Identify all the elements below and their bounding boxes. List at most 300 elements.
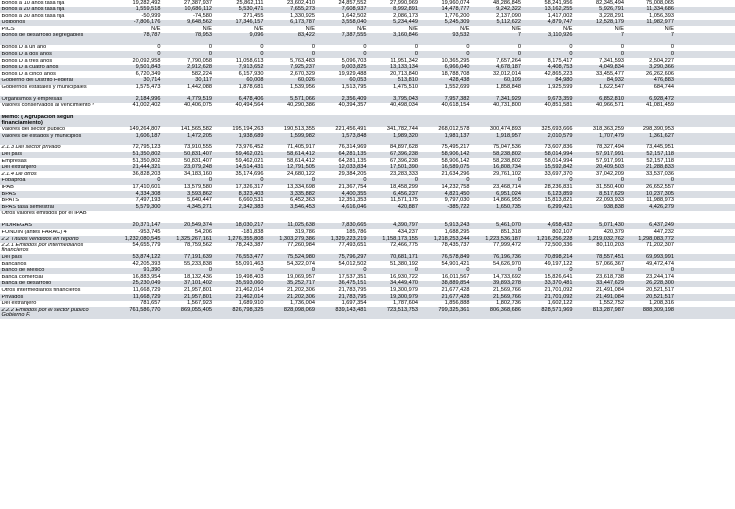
value-cell: 428,438 <box>449 77 470 84</box>
value-cell: 8,175,417 <box>547 57 573 64</box>
value-cell: 54,012,502 <box>338 260 367 267</box>
table-row-fobaproa <box>0 178 735 185</box>
value-cell: 7 <box>517 32 521 39</box>
value-cell: 0 <box>414 177 418 184</box>
table-row-udibonos <box>0 20 735 27</box>
value-cell: 6,966,040 <box>444 64 470 71</box>
value-cell: 221,456,491 <box>335 126 367 132</box>
value-cell: 32,012,014 <box>493 70 521 77</box>
value-cell: -7,806,176 <box>133 19 161 26</box>
table-row-del-extranjero <box>0 165 735 172</box>
value-cell: 20,521,517 <box>646 286 674 293</box>
value-cell: 3,558,040 <box>341 19 367 26</box>
value-cell: N/E <box>305 25 315 32</box>
value-cell: 57,066,367 <box>596 260 624 267</box>
value-cell: 84,980 <box>555 77 573 84</box>
value-cell: 6,660,531 <box>238 197 264 204</box>
value-cell: 35,174,696 <box>235 170 264 177</box>
value-cell: 1,298,083,772 <box>638 235 674 242</box>
value-cell: 75,008,065 <box>646 0 674 6</box>
table-row-ipab <box>0 185 735 192</box>
table-row-gobierno-del-distrito-federal <box>0 78 735 85</box>
value-cell: 4,408,753 <box>547 64 573 71</box>
value-cell: 55,091,463 <box>235 260 264 267</box>
value-cell: 1,442,088 <box>187 83 212 90</box>
value-cell: 19,300,979 <box>390 293 418 300</box>
row-label: Valores de estados y municipios <box>1 133 82 139</box>
value-cell: 84,932 <box>606 77 624 84</box>
value-cell: 18,458,299 <box>390 184 418 191</box>
value-cell: N/E <box>460 25 470 32</box>
value-cell: 1,552,699 <box>444 83 470 90</box>
row-label: 2.1.3 Del sector privado <box>1 145 61 151</box>
value-cell: 582,224 <box>191 70 212 77</box>
value-cell: 4,390,797 <box>393 222 418 229</box>
value-cell: 1,689,910 <box>238 300 264 307</box>
value-cell: 57,917,991 <box>596 151 624 158</box>
value-cell: 420,887 <box>397 203 418 210</box>
value-cell: 75,047,536 <box>493 144 521 151</box>
value-cell: 0 <box>208 177 212 184</box>
value-cell: 22,093,933 <box>596 197 624 204</box>
value-cell: 23,468,714 <box>493 184 521 191</box>
value-cell: 21,783,795 <box>338 286 367 293</box>
value-cell: 8,517,629 <box>599 190 624 197</box>
value-cell: 4,779,519 <box>187 95 212 102</box>
value-cell: 723,513,753 <box>386 306 418 313</box>
value-cell: 1,736,004 <box>290 300 315 307</box>
value-cell: 0 <box>670 44 674 51</box>
value-cell: 50,831,407 <box>184 151 212 158</box>
value-cell: 27,387,937 <box>184 0 212 6</box>
value-cell: 3,795,043 <box>393 95 418 102</box>
value-cell: 869,055,405 <box>180 306 212 313</box>
value-cell: 1,513,795 <box>341 83 367 90</box>
value-cell: 36,475,151 <box>338 280 367 287</box>
table-row-memo-agrupacion-segun-financiamiento <box>0 115 735 127</box>
row-label: Udibonos <box>1 20 26 26</box>
value-cell: 325,693,666 <box>541 126 573 132</box>
value-cell: 75,524,980 <box>287 253 315 260</box>
value-cell: 20,521,517 <box>646 293 674 300</box>
value-cell: 40,851,581 <box>544 102 573 109</box>
value-cell: 4,821,450 <box>444 190 470 197</box>
value-cell: 15,813,821 <box>544 197 573 204</box>
value-cell: 799,325,361 <box>438 306 470 313</box>
value-cell: 16,589,075 <box>441 164 470 171</box>
value-cell: 4,678,187 <box>496 64 521 71</box>
value-cell: 1,642,502 <box>341 12 367 19</box>
value-cell: 1,218,253,244 <box>433 235 470 242</box>
value-cell: 11,668,729 <box>132 293 161 300</box>
value-cell: 18,030,217 <box>235 222 264 229</box>
value-cell: 806,368,686 <box>489 306 521 313</box>
table-row-banco-de-mexico <box>0 268 735 275</box>
row-label: Gobiernos estatales y municipales <box>1 84 87 90</box>
value-cell: 0 <box>466 177 470 184</box>
value-cell: 76,578,849 <box>441 253 470 260</box>
value-cell: 14,866,955 <box>493 197 521 204</box>
value-cell: 29,761,102 <box>493 170 521 177</box>
value-cell: 5,640,447 <box>187 197 212 204</box>
value-cell: N/E <box>664 25 674 32</box>
value-cell: 34,449,470 <box>390 280 418 287</box>
value-cell: 434,237 <box>397 228 418 235</box>
value-cell: 19,300,979 <box>390 286 418 293</box>
value-cell: 7,925,237 <box>290 64 315 71</box>
value-cell: 16,808,734 <box>493 164 521 171</box>
value-cell: 82,345,494 <box>596 0 624 6</box>
value-cell: 3,290,366 <box>649 64 674 71</box>
value-cell: 76,196,736 <box>493 253 521 260</box>
value-cell: 6,852,810 <box>599 95 624 102</box>
table-row-bpas <box>0 191 735 198</box>
value-cell: 190,513,355 <box>283 126 315 132</box>
value-cell: 839,143,481 <box>335 306 367 313</box>
value-cell: 0 <box>569 50 573 57</box>
value-cell: 54,626,970 <box>493 260 521 267</box>
value-cell: 1,925,599 <box>547 83 573 90</box>
value-cell: N/E <box>563 25 573 32</box>
value-cell: 1,158,173,155 <box>382 235 418 242</box>
value-cell: 1,330,925 <box>290 12 315 19</box>
value-cell: 4,334,308 <box>135 190 161 197</box>
value-cell: 80,110,203 <box>596 242 624 249</box>
value-cell: 7,913,652 <box>238 64 264 71</box>
table-row-privados <box>0 294 735 301</box>
row-label: Del extranjero <box>1 301 37 307</box>
value-cell: 71,202,307 <box>646 242 674 249</box>
value-cell: 7,341,929 <box>496 95 521 102</box>
row-label: Otros valores emitidos por el IPAB <box>1 211 87 217</box>
value-cell: 813,287,987 <box>592 306 624 313</box>
value-cell: 14,478,777 <box>441 6 470 13</box>
value-cell: 70,681,171 <box>390 253 418 260</box>
value-cell: 1,599,982 <box>290 132 315 139</box>
value-cell: 78,327,494 <box>596 144 624 151</box>
value-cell: -181,838 <box>241 228 264 235</box>
row-label: Del país <box>1 254 23 260</box>
value-cell: 58,014,994 <box>544 157 573 164</box>
table-row-banca-comercial <box>0 274 735 281</box>
row-label: BPAS <box>1 191 17 197</box>
value-cell: 19,069,957 <box>287 273 315 280</box>
value-cell: 33,697,370 <box>544 170 573 177</box>
value-cell: 0 <box>208 267 212 274</box>
value-cell: 39,893,278 <box>493 280 521 287</box>
value-cell: 16,930,722 <box>390 273 418 280</box>
value-cell: N/E <box>614 25 624 32</box>
value-cell: 12,528,179 <box>596 19 624 26</box>
value-cell: 0 <box>569 44 573 51</box>
table-row-2-2-1-emitidos-por-intermediarios-financieros <box>0 243 735 255</box>
value-cell: 2,912,628 <box>187 64 212 71</box>
value-cell: 684,744 <box>653 83 674 90</box>
value-cell: 77,493,651 <box>338 242 367 249</box>
value-cell: 6,437,249 <box>649 222 674 229</box>
value-cell: 341,782,744 <box>386 126 418 132</box>
value-cell: 54,322,074 <box>287 260 315 267</box>
value-cell: 1,697,354 <box>341 300 367 307</box>
value-cell: 0 <box>670 177 674 184</box>
row-label: Organismos y empresas <box>1 96 63 102</box>
value-cell: 58,614,412 <box>287 151 315 158</box>
value-cell: 7,957,382 <box>444 95 470 102</box>
value-cell: 76,314,969 <box>338 144 367 151</box>
table-row-del-pais <box>0 254 735 261</box>
value-cell: 30,117 <box>195 77 212 84</box>
row-label: 2.2.1 Emitidos por intermediarios financieros <box>1 243 84 254</box>
table-row-2-1-3-del-sector-privado <box>0 145 735 152</box>
value-cell: 51,350,802 <box>132 151 161 158</box>
row-label: Memo: ( Agrupación según financiamiento) <box>1 115 74 126</box>
value-cell: 35,593,060 <box>235 280 264 287</box>
value-cell: 0 <box>414 50 418 57</box>
row-label: Bonos D a un año <box>1 45 47 51</box>
value-cell: 1,056,393 <box>649 12 674 19</box>
value-cell: 0 <box>260 267 264 274</box>
table-row-bonos-d-a-cuatro-anos <box>0 65 735 72</box>
table-row-otros-valores-emitidos-por-el-ipab <box>0 211 735 223</box>
value-cell: 20,713,840 <box>390 70 418 77</box>
row-label: BPATS <box>1 198 20 204</box>
value-cell: 23,079,248 <box>184 164 212 171</box>
row-label: Banca de desarrollo <box>1 281 52 287</box>
value-cell: 64,281,135 <box>338 151 367 158</box>
value-cell: 7,341,593 <box>599 57 624 64</box>
value-cell: 23,602,410 <box>287 0 315 6</box>
value-cell: 7,790,058 <box>187 57 212 64</box>
value-cell: 0 <box>260 177 264 184</box>
row-label: Bonos a 10 años tasa fija <box>1 0 65 6</box>
value-cell: 84,897,628 <box>390 144 418 151</box>
value-cell: 16,011,567 <box>441 273 470 280</box>
value-cell: 40,618,154 <box>441 102 470 109</box>
row-label: FONDIN (antes FARAC) 4 <box>1 229 67 235</box>
value-cell: 50,831,407 <box>184 157 212 164</box>
value-cell: 7,387,555 <box>341 32 367 39</box>
value-cell: 268,012,578 <box>438 126 470 132</box>
value-cell: -385,722 <box>447 203 470 210</box>
value-cell: 33,537,036 <box>646 170 674 177</box>
value-cell: 77,999,472 <box>493 242 521 249</box>
value-cell: 0 <box>363 267 367 274</box>
value-cell: 761,586,770 <box>129 306 161 313</box>
value-cell: 0 <box>466 50 470 57</box>
value-cell: 4,400,355 <box>341 190 367 197</box>
value-cell: 7,655,273 <box>290 6 315 13</box>
value-cell: 0 <box>620 50 624 57</box>
value-cell: 25,230,049 <box>132 280 161 287</box>
value-cell: 57,917,991 <box>596 157 624 164</box>
value-cell: 51,380,192 <box>390 260 418 267</box>
value-cell: 11,951,342 <box>390 57 418 64</box>
value-cell: 6,951,024 <box>496 190 521 197</box>
value-cell: 19,498,403 <box>235 273 264 280</box>
value-cell: 15,826,641 <box>544 273 573 280</box>
value-cell: 5,461,070 <box>496 222 521 229</box>
value-cell: 0 <box>517 267 521 274</box>
table-row-pidiregas <box>0 223 735 230</box>
value-cell: 12,791,505 <box>287 164 315 171</box>
value-cell: 3,228,291 <box>599 12 624 19</box>
value-cell: 11,058,613 <box>235 57 264 64</box>
row-label: IPAB <box>1 185 14 191</box>
row-label: 2.2.2 Emitidos por el sector público Gobierno F. <box>1 307 89 319</box>
row-label: Bancarios <box>1 261 27 267</box>
value-cell: 5,234,449 <box>393 19 418 26</box>
table-row-organismos-y-empresas <box>0 96 735 103</box>
value-cell: 0 <box>157 177 161 184</box>
value-cell: 1,303,279,386 <box>279 235 315 242</box>
value-cell: 13,579,580 <box>184 184 212 191</box>
value-cell: 20,092,958 <box>132 57 161 64</box>
value-cell: 1,802,736 <box>496 300 521 307</box>
value-cell: 18,788,708 <box>441 70 470 77</box>
value-cell: 53,874,122 <box>132 253 161 260</box>
value-cell: 21,491,084 <box>596 286 624 293</box>
row-label: Bonos a 30 años tasa fija <box>1 13 65 19</box>
value-cell: 1,573,848 <box>341 132 367 139</box>
table-row-banca-de-desarrollo <box>0 281 735 288</box>
value-cell: N/E <box>511 25 521 32</box>
row-label: Fobaproa <box>1 178 26 184</box>
value-cell: 40,394,357 <box>338 102 367 109</box>
value-cell: 26,262,606 <box>646 70 674 77</box>
table-row-bonos-d-a-un-ano <box>0 45 735 52</box>
value-cell: 1,232,080,545 <box>124 235 161 242</box>
table-row-bonos-a-10-anos-tasa-fija <box>0 0 735 7</box>
value-cell: 77,191,639 <box>184 253 212 260</box>
value-cell: 4,049,834 <box>599 64 624 71</box>
value-cell: 23,244,174 <box>646 273 674 280</box>
value-cell: 0 <box>620 267 624 274</box>
value-cell: 2,086,173 <box>393 12 418 19</box>
value-cell: 7,608,937 <box>341 6 367 13</box>
value-cell: 52,157,118 <box>646 157 674 164</box>
value-cell: 23,618,738 <box>596 273 624 280</box>
value-cell: 6,720,349 <box>135 70 161 77</box>
value-cell: 30,714 <box>143 77 161 84</box>
table-row-bonos-d-a-tres-anos <box>0 58 735 65</box>
value-cell: 11,982,977 <box>646 19 674 26</box>
value-cell: 41,002,402 <box>132 102 161 109</box>
value-cell: 0 <box>670 267 674 274</box>
value-cell: 26,652,557 <box>646 184 674 191</box>
value-cell: 6,928,472 <box>649 95 674 102</box>
value-cell: 58,614,412 <box>287 157 315 164</box>
value-cell: 8,992,891 <box>393 6 418 13</box>
value-cell: 195,194,263 <box>232 126 264 132</box>
table-row-otros-intermediarios-financieros <box>0 287 735 294</box>
value-cell: 15,592,842 <box>544 164 573 171</box>
table-row-valores-del-sector-publico <box>0 127 735 134</box>
value-cell: 49,197,122 <box>544 260 573 267</box>
value-cell: 37,101,402 <box>184 280 212 287</box>
row-label: Banco de México <box>1 268 45 274</box>
value-cell: 58,906,142 <box>441 157 470 164</box>
value-cell: 0 <box>517 177 521 184</box>
value-cell: 10,237,305 <box>646 190 674 197</box>
value-cell: 1,567,923 <box>187 300 212 307</box>
value-cell: 21,701,092 <box>544 293 573 300</box>
row-label: Bonos D a dos años <box>1 51 52 57</box>
value-cell: 21,491,084 <box>596 293 624 300</box>
value-cell: 35,252,717 <box>287 280 315 287</box>
value-cell: 20,549,374 <box>184 222 212 229</box>
value-cell: 72,500,336 <box>544 242 573 249</box>
value-cell: 19,960,074 <box>441 0 470 6</box>
value-cell: 6,157,930 <box>238 70 264 77</box>
value-cell: 37,042,209 <box>596 170 624 177</box>
value-cell: 0 <box>311 44 315 51</box>
value-cell: 21,569,766 <box>493 293 521 300</box>
value-cell: 851,318 <box>500 228 521 235</box>
row-label: Del extranjero <box>1 165 37 171</box>
value-cell: 40,498,034 <box>390 102 418 109</box>
value-cell: 17,346,157 <box>235 19 264 26</box>
value-cell: 7,657,264 <box>496 57 521 64</box>
value-cell: 6,478,406 <box>238 95 264 102</box>
value-cell: 3,593,862 <box>187 190 212 197</box>
value-cell: 1,918,957 <box>496 132 521 139</box>
value-cell: 1,208,316 <box>649 300 674 307</box>
value-cell: 9,003,825 <box>341 64 367 71</box>
value-cell: 11,571,175 <box>390 197 418 204</box>
value-cell: 14,733,692 <box>493 273 521 280</box>
value-cell: 21,444,321 <box>132 164 161 171</box>
value-cell: 17,537,351 <box>338 273 367 280</box>
value-cell: 7 <box>620 32 624 39</box>
value-cell: 71,405,917 <box>287 144 315 151</box>
value-cell: 73,976,452 <box>235 144 264 151</box>
value-cell: 0 <box>569 177 573 184</box>
value-cell: 2,010,579 <box>547 132 573 139</box>
value-cell: 5,530,471 <box>238 6 264 13</box>
value-cell: 7 <box>670 32 674 39</box>
value-cell: 21,634,296 <box>441 170 470 177</box>
row-label: PIDIREGAS <box>1 223 32 229</box>
value-cell: 24,680,122 <box>287 170 315 177</box>
row-label: Del país <box>1 152 23 158</box>
value-cell: 938,838 <box>603 203 624 210</box>
value-cell: 21,957,801 <box>184 286 212 293</box>
value-cell: 3,110,926 <box>548 32 573 39</box>
row-label: Bonos D a tres años <box>1 58 53 64</box>
table-row-bonos-d-a-dos-anos <box>0 51 735 58</box>
value-cell: 300,474,893 <box>489 126 521 132</box>
value-cell: 78,953 <box>194 32 212 39</box>
value-cell: 5,571,066 <box>290 95 315 102</box>
value-cell: 21,569,766 <box>493 286 521 293</box>
value-cell: 24,857,552 <box>338 0 367 6</box>
value-cell: 78,759,562 <box>184 242 212 249</box>
row-label: Bonos de desarrollo segregables <box>1 33 84 39</box>
value-cell: 6,123,859 <box>547 190 573 197</box>
value-cell: 9,648,562 <box>187 19 212 26</box>
value-cell: 17,326,317 <box>235 184 264 191</box>
value-cell: 1,856,888 <box>444 300 470 307</box>
value-cell: 21,462,014 <box>235 286 264 293</box>
value-cell: 58,014,994 <box>544 151 573 158</box>
value-cell: 60,026 <box>297 77 315 84</box>
value-cell: 13,162,255 <box>544 6 573 13</box>
value-cell: 67,396,238 <box>390 151 418 158</box>
value-cell: 31,550,400 <box>596 184 624 191</box>
value-cell: 1,858,848 <box>496 83 521 90</box>
value-cell: 0 <box>260 44 264 51</box>
value-cell: 76,553,477 <box>235 253 264 260</box>
